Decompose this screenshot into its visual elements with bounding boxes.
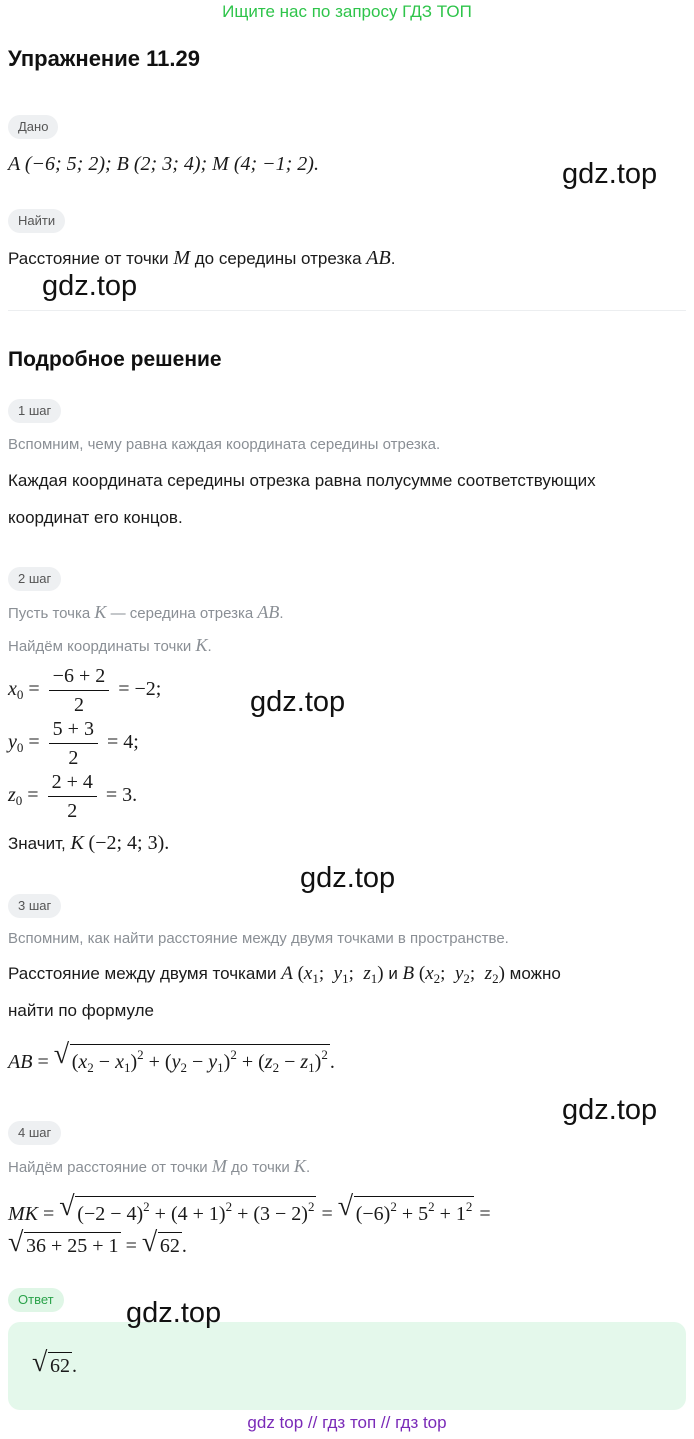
given-points-text: A (−6; 5; 2); B (2; 3; 4); M (4; −1; 2).	[8, 153, 319, 175]
mk-calculation-line-2: √ 36 + 25 + 1 = √ 62 .	[8, 1227, 187, 1258]
answer-box	[8, 1322, 686, 1410]
step-2-conclusion	[8, 832, 169, 855]
formula-z0-result: = 3.	[105, 784, 138, 807]
step-3-line-1	[8, 963, 561, 987]
find-text	[8, 247, 395, 270]
step-2-hint-2-var: K	[195, 635, 208, 655]
step-2-hint-1	[8, 602, 284, 623]
solution-title: Подробное решение	[8, 348, 222, 371]
step-2-var-ab: AB	[257, 602, 280, 622]
step-3-line-1-pre: Расстояние между двумя точками	[8, 964, 282, 983]
conclusion-coords: (−2; 4; 3).	[88, 832, 170, 854]
fraction-y-den: 2	[68, 747, 79, 769]
step-2-badge: 2 шаг	[8, 567, 61, 591]
section-divider	[8, 310, 686, 311]
step-3-and: и	[383, 964, 403, 983]
step-1-badge: 1 шаг	[8, 399, 61, 423]
watermark: gdz.top	[562, 1094, 658, 1126]
step-4-hint-end: .	[305, 1159, 311, 1176]
step-4-badge: 4 шаг	[8, 1121, 61, 1145]
step-3-line-2: найти по формуле	[8, 1001, 155, 1020]
answer-value: √ 62 .	[32, 1347, 77, 1378]
answer-badge: Ответ	[8, 1288, 64, 1312]
step-4-var-k: K	[293, 1156, 306, 1176]
formula-x0: $x_0$ = $\frac{-6 + 2}{2}$ = −2;	[8, 662, 161, 719]
find-text-mid: до середины отрезка	[190, 249, 367, 268]
fraction-x-num: −6 + 2	[49, 662, 110, 691]
exercise-title: Упражнение 11.29	[8, 46, 200, 71]
step-1-hint: Вспомним, чему равна каждая координата середины отрезка.	[8, 436, 441, 453]
answer-radicand: 62	[48, 1352, 72, 1378]
given-badge: Дано	[8, 115, 58, 139]
formula-x0-result: = −2;	[118, 678, 162, 701]
point-b-general: B ($x_2$; $y_2$; $z_2$)	[402, 963, 505, 986]
find-var-ab: AB	[366, 247, 391, 269]
watermark: gdz.top	[562, 158, 658, 190]
step-4-hint-mid: до точки	[226, 1159, 294, 1176]
formula-y0-result: = 4;	[106, 731, 139, 754]
formula-z0: $z_0$ = $\frac{2 + 4}{2}$ = 3.	[8, 768, 137, 825]
watermark: gdz.top	[42, 270, 138, 302]
formula-y0: $y_0$ = $\frac{5 + 3}{2}$ = 4;	[8, 715, 139, 772]
fraction-z-num: 2 + 4	[48, 768, 97, 797]
fraction-y	[49, 715, 98, 772]
footer-links[interactable]: gdz top // гдз топ // гдз top	[247, 1413, 447, 1432]
step-4-hint-pre: Найдём расстояние от точки	[8, 1159, 212, 1176]
find-var-m: M	[173, 247, 190, 269]
watermark: gdz.top	[300, 862, 396, 894]
watermark: gdz.top	[126, 1297, 222, 1329]
step-1-line-2: координат его концов.	[8, 508, 183, 527]
fraction-y-num: 5 + 3	[49, 715, 98, 744]
step-1-line-1: Каждая координата середины отрезка равна полусумме соответствующих	[8, 471, 596, 490]
step-3-badge: 3 шаг	[8, 894, 61, 918]
fraction-x-den: 2	[73, 694, 84, 716]
fraction-x	[49, 662, 110, 719]
find-text-pre: Расстояние от точки	[8, 249, 174, 268]
watermark: gdz.top	[250, 686, 346, 718]
step-3-line-1-end: можно	[504, 964, 561, 983]
step-4-var-m: M	[211, 1156, 227, 1176]
find-badge: Найти	[8, 209, 65, 233]
conclusion-pre: Значит,	[8, 834, 71, 853]
step-2-hint-2-end: .	[207, 638, 212, 655]
fraction-z	[48, 768, 97, 825]
conclusion-var: K	[70, 832, 84, 854]
point-a-general: A ($x_1$; $y_1$; $z_1$)	[281, 963, 384, 986]
step-2-hint-2-pre: Найдём координаты точки	[8, 638, 196, 655]
step-2-hint-1-pre: Пусть точка	[8, 605, 95, 622]
promo-banner[interactable]: Ищите нас по запросу ГДЗ ТОП	[222, 2, 472, 21]
step-2-var-k: K	[94, 602, 107, 622]
step-2-hint-1-mid: — середина отрезка	[106, 605, 258, 622]
mk-calculation-line-1: MK = √ $(-2 - 4)^2 + (4 + 1)^2 + (3 - 2)^2$ = √ $(-6)^2 + 5^2 + 1^2$ =	[8, 1191, 491, 1225]
step-2-hint-1-end: .	[279, 605, 284, 622]
step-3-hint: Вспомним, как найти расстояние между двумя точками в пространстве.	[8, 930, 509, 947]
step-2-hint-2	[8, 635, 212, 656]
distance-formula: AB = √ $(x_2 - x_1)^2 + (y_2 - y_1)^2 + (z_2 - z_1)^2$ .	[8, 1039, 335, 1075]
given-points	[8, 153, 319, 176]
find-text-end: .	[390, 249, 396, 268]
fraction-z-den: 2	[67, 800, 78, 822]
step-4-hint	[8, 1156, 310, 1177]
